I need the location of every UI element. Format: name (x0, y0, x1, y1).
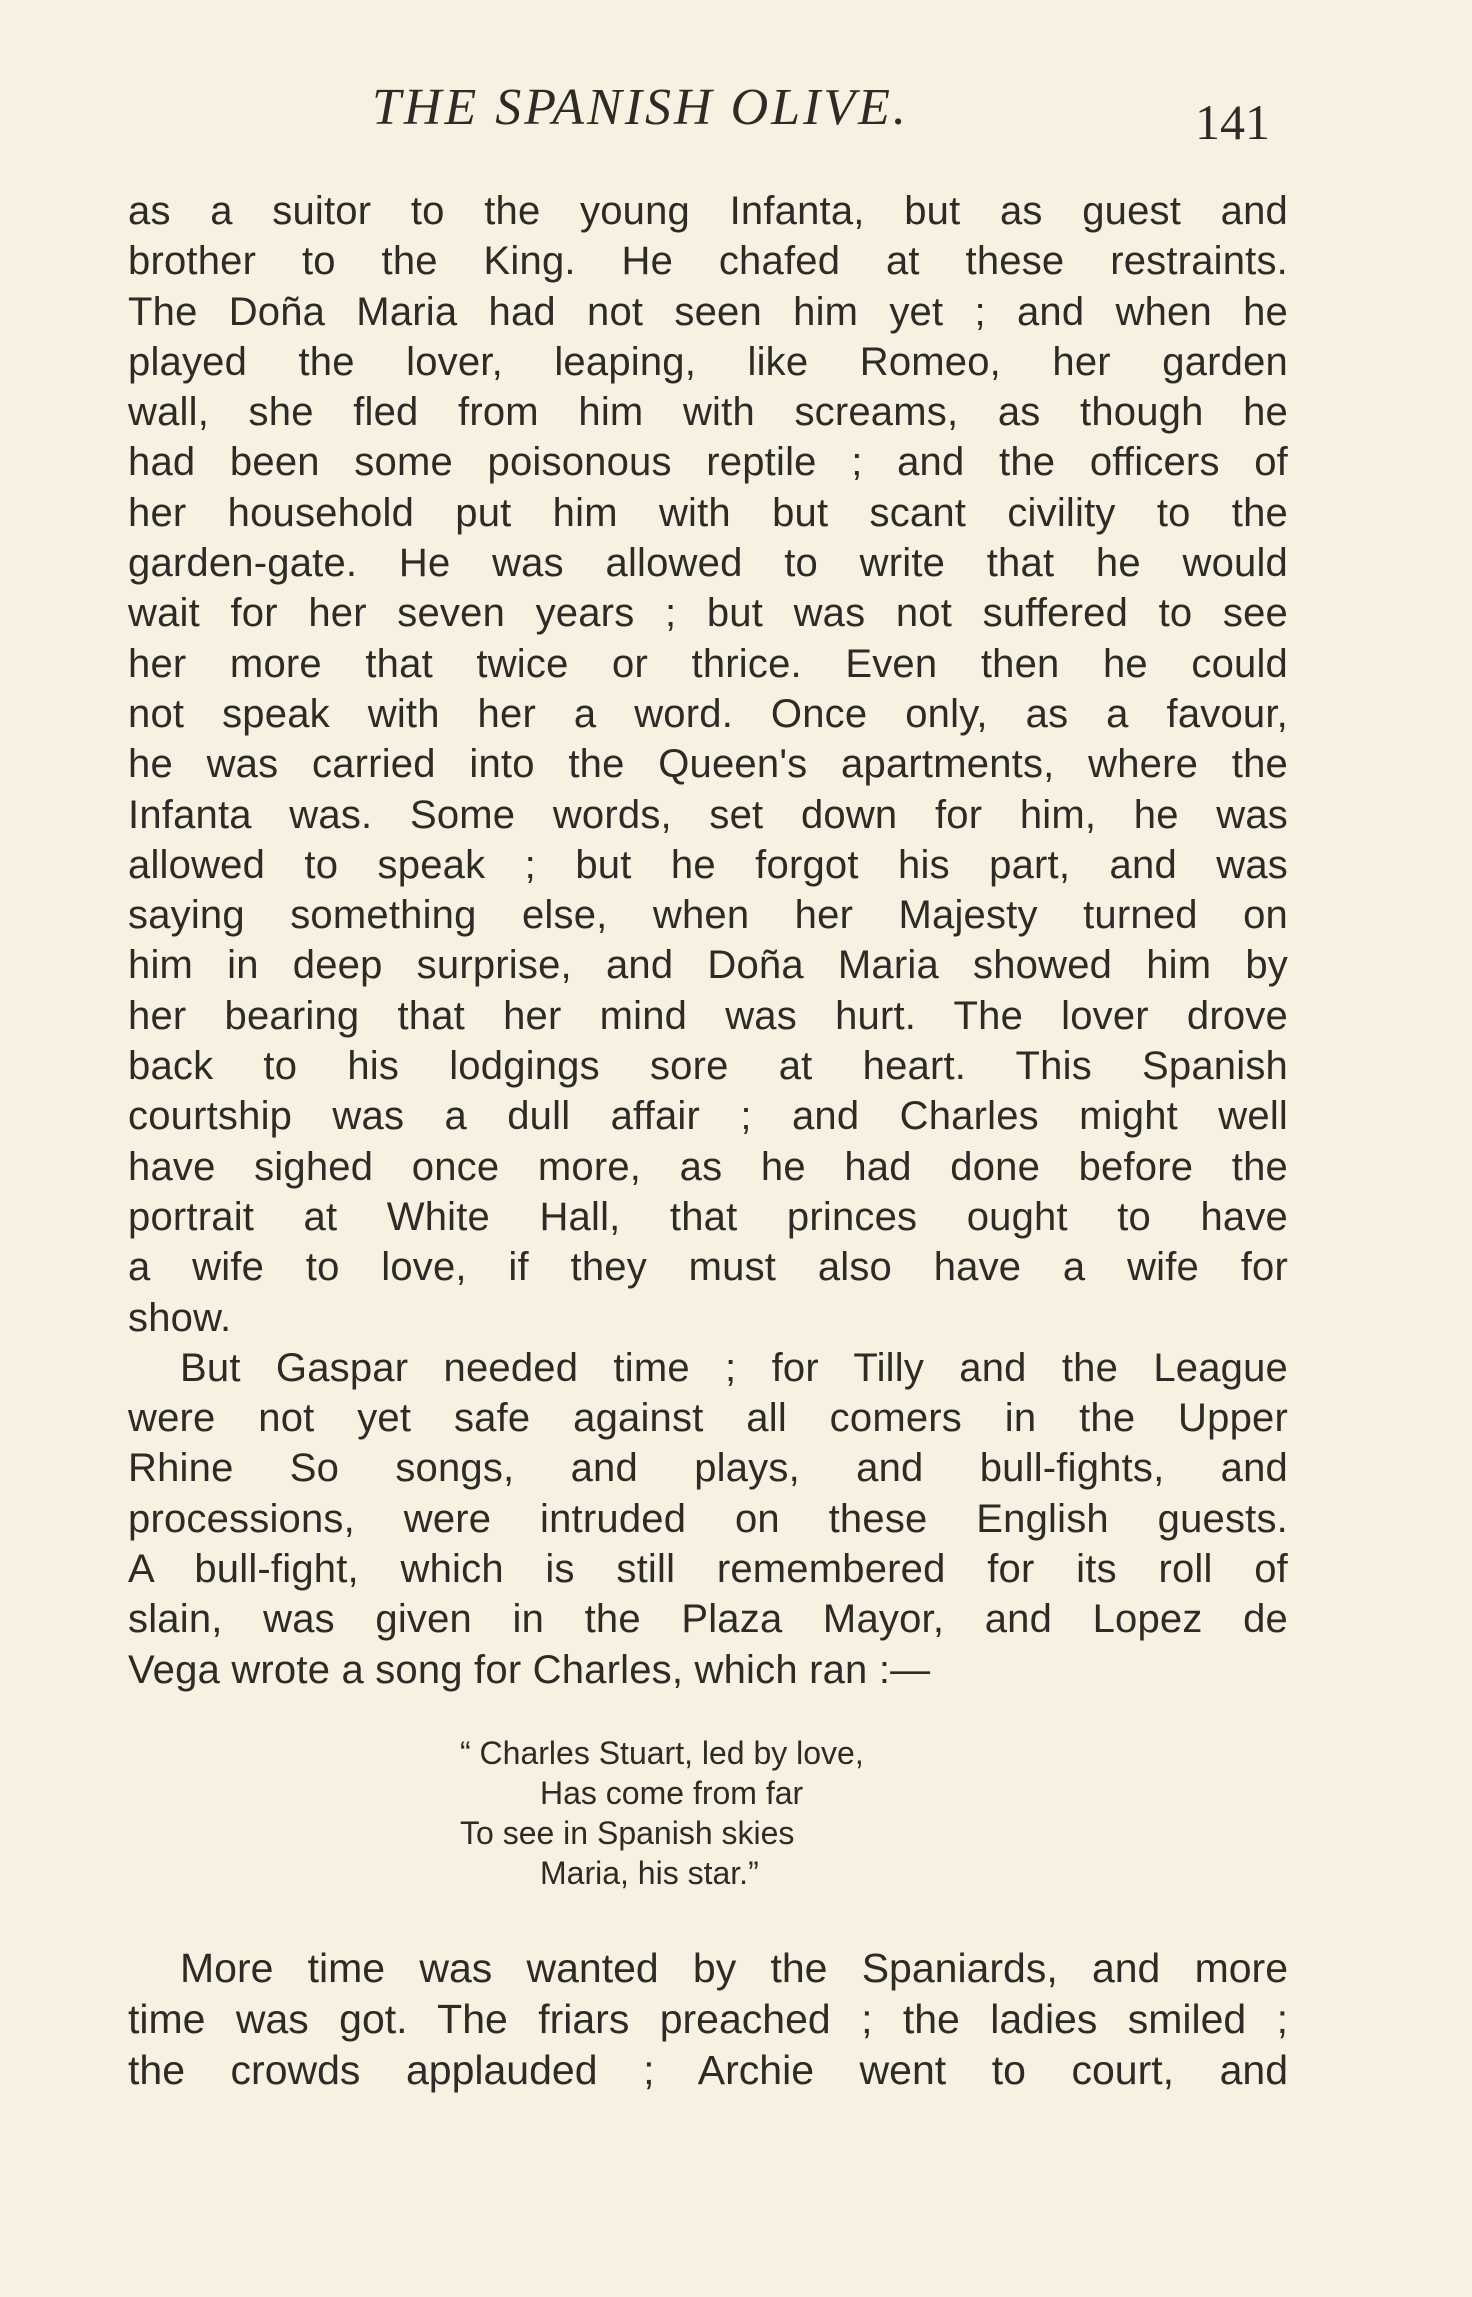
text-line: garden-gate. He was allowed to write that he would (128, 541, 1288, 586)
text-line: not speak with her a word. Once only, as a favour, (128, 691, 1288, 736)
text-line: courtship was a dull affair ; and Charles might well (128, 1094, 1288, 1139)
text-line: the crowds applauded ; Archie went to court, and (128, 2047, 1288, 2093)
text-line: processions, were intruded on these English guests. (128, 1496, 1288, 1541)
text-line: her bearing that her mind was hurt. The lover drove (128, 993, 1288, 1038)
verse-line: Has come from far (540, 1775, 804, 1811)
text-line: had been some poisonous reptile ; and the officers of (128, 440, 1288, 485)
verse-quotation (460, 1733, 864, 1893)
page-number: 141 (1195, 94, 1270, 150)
text-line: A bull-fight, which is still remembered for its roll of (128, 1547, 1288, 1592)
text-line: him in deep surprise, and Doña Maria showed him by (128, 943, 1288, 988)
text-line: allowed to speak ; but he forgot his part, and was (128, 842, 1288, 887)
text-line: he was carried into the Queen's apartments, where the (128, 742, 1288, 787)
text-line: wait for her seven years ; but was not suffered to see (128, 591, 1288, 636)
text-line: Infanta was. Some words, set down for him, he was (128, 792, 1288, 837)
verse-line: To see in Spanish skies (460, 1815, 795, 1851)
text-line: played the lover, leaping, like Romeo, her garden (128, 339, 1288, 384)
text-line: portrait at White Hall, that princes ought to have (128, 1194, 1288, 1239)
text-line: time was got. The friars preached ; the ladies smiled ; (128, 1996, 1288, 2042)
text-line: slain, was given in the Plaza Mayor, and Lopez de (128, 1597, 1288, 1642)
body-text (128, 186, 1288, 1695)
text-line: a wife to love, if they must also have a wife for (128, 1245, 1288, 1290)
verse-line: Maria, his star.” (540, 1855, 759, 1891)
running-head (0, 78, 1472, 150)
text-line: Rhine So songs, and plays, and bull-fights, and (128, 1446, 1288, 1491)
running-title: THE SPANISH OLIVE. (372, 79, 909, 136)
text-line: as a suitor to the young Infanta, but as guest and (128, 189, 1288, 233)
text-line: brother to the King. He chafed at these restraints. (128, 239, 1288, 284)
text-line: her household put him with but scant civility to the (128, 490, 1288, 535)
text-line: were not yet safe against all comers in the Upper (128, 1396, 1288, 1441)
closing-paragraph (128, 1943, 1288, 2096)
verse-line: “ Charles Stuart, led by love, (460, 1735, 864, 1771)
text-line: wall, she fled from him with screams, as though he (128, 390, 1288, 435)
text-line: saying something else, when her Majesty turned on (128, 893, 1288, 938)
text-line: back to his lodgings sore at heart. This Spanish (128, 1044, 1288, 1089)
text-line: show. (128, 1295, 232, 1340)
text-line: Vega wrote a song for Charles, which ran :— (128, 1647, 931, 1692)
text-line: But Gaspar needed time ; for Tilly and the League (180, 1345, 1288, 1390)
text-line: have sighed once more, as he had done before the (128, 1144, 1288, 1189)
text-line: The Doña Maria had not seen him yet ; and when he (128, 289, 1288, 334)
text-line: More time was wanted by the Spaniards, and more (180, 1945, 1288, 1991)
text-line: her more that twice or thrice. Even then he could (128, 641, 1288, 686)
